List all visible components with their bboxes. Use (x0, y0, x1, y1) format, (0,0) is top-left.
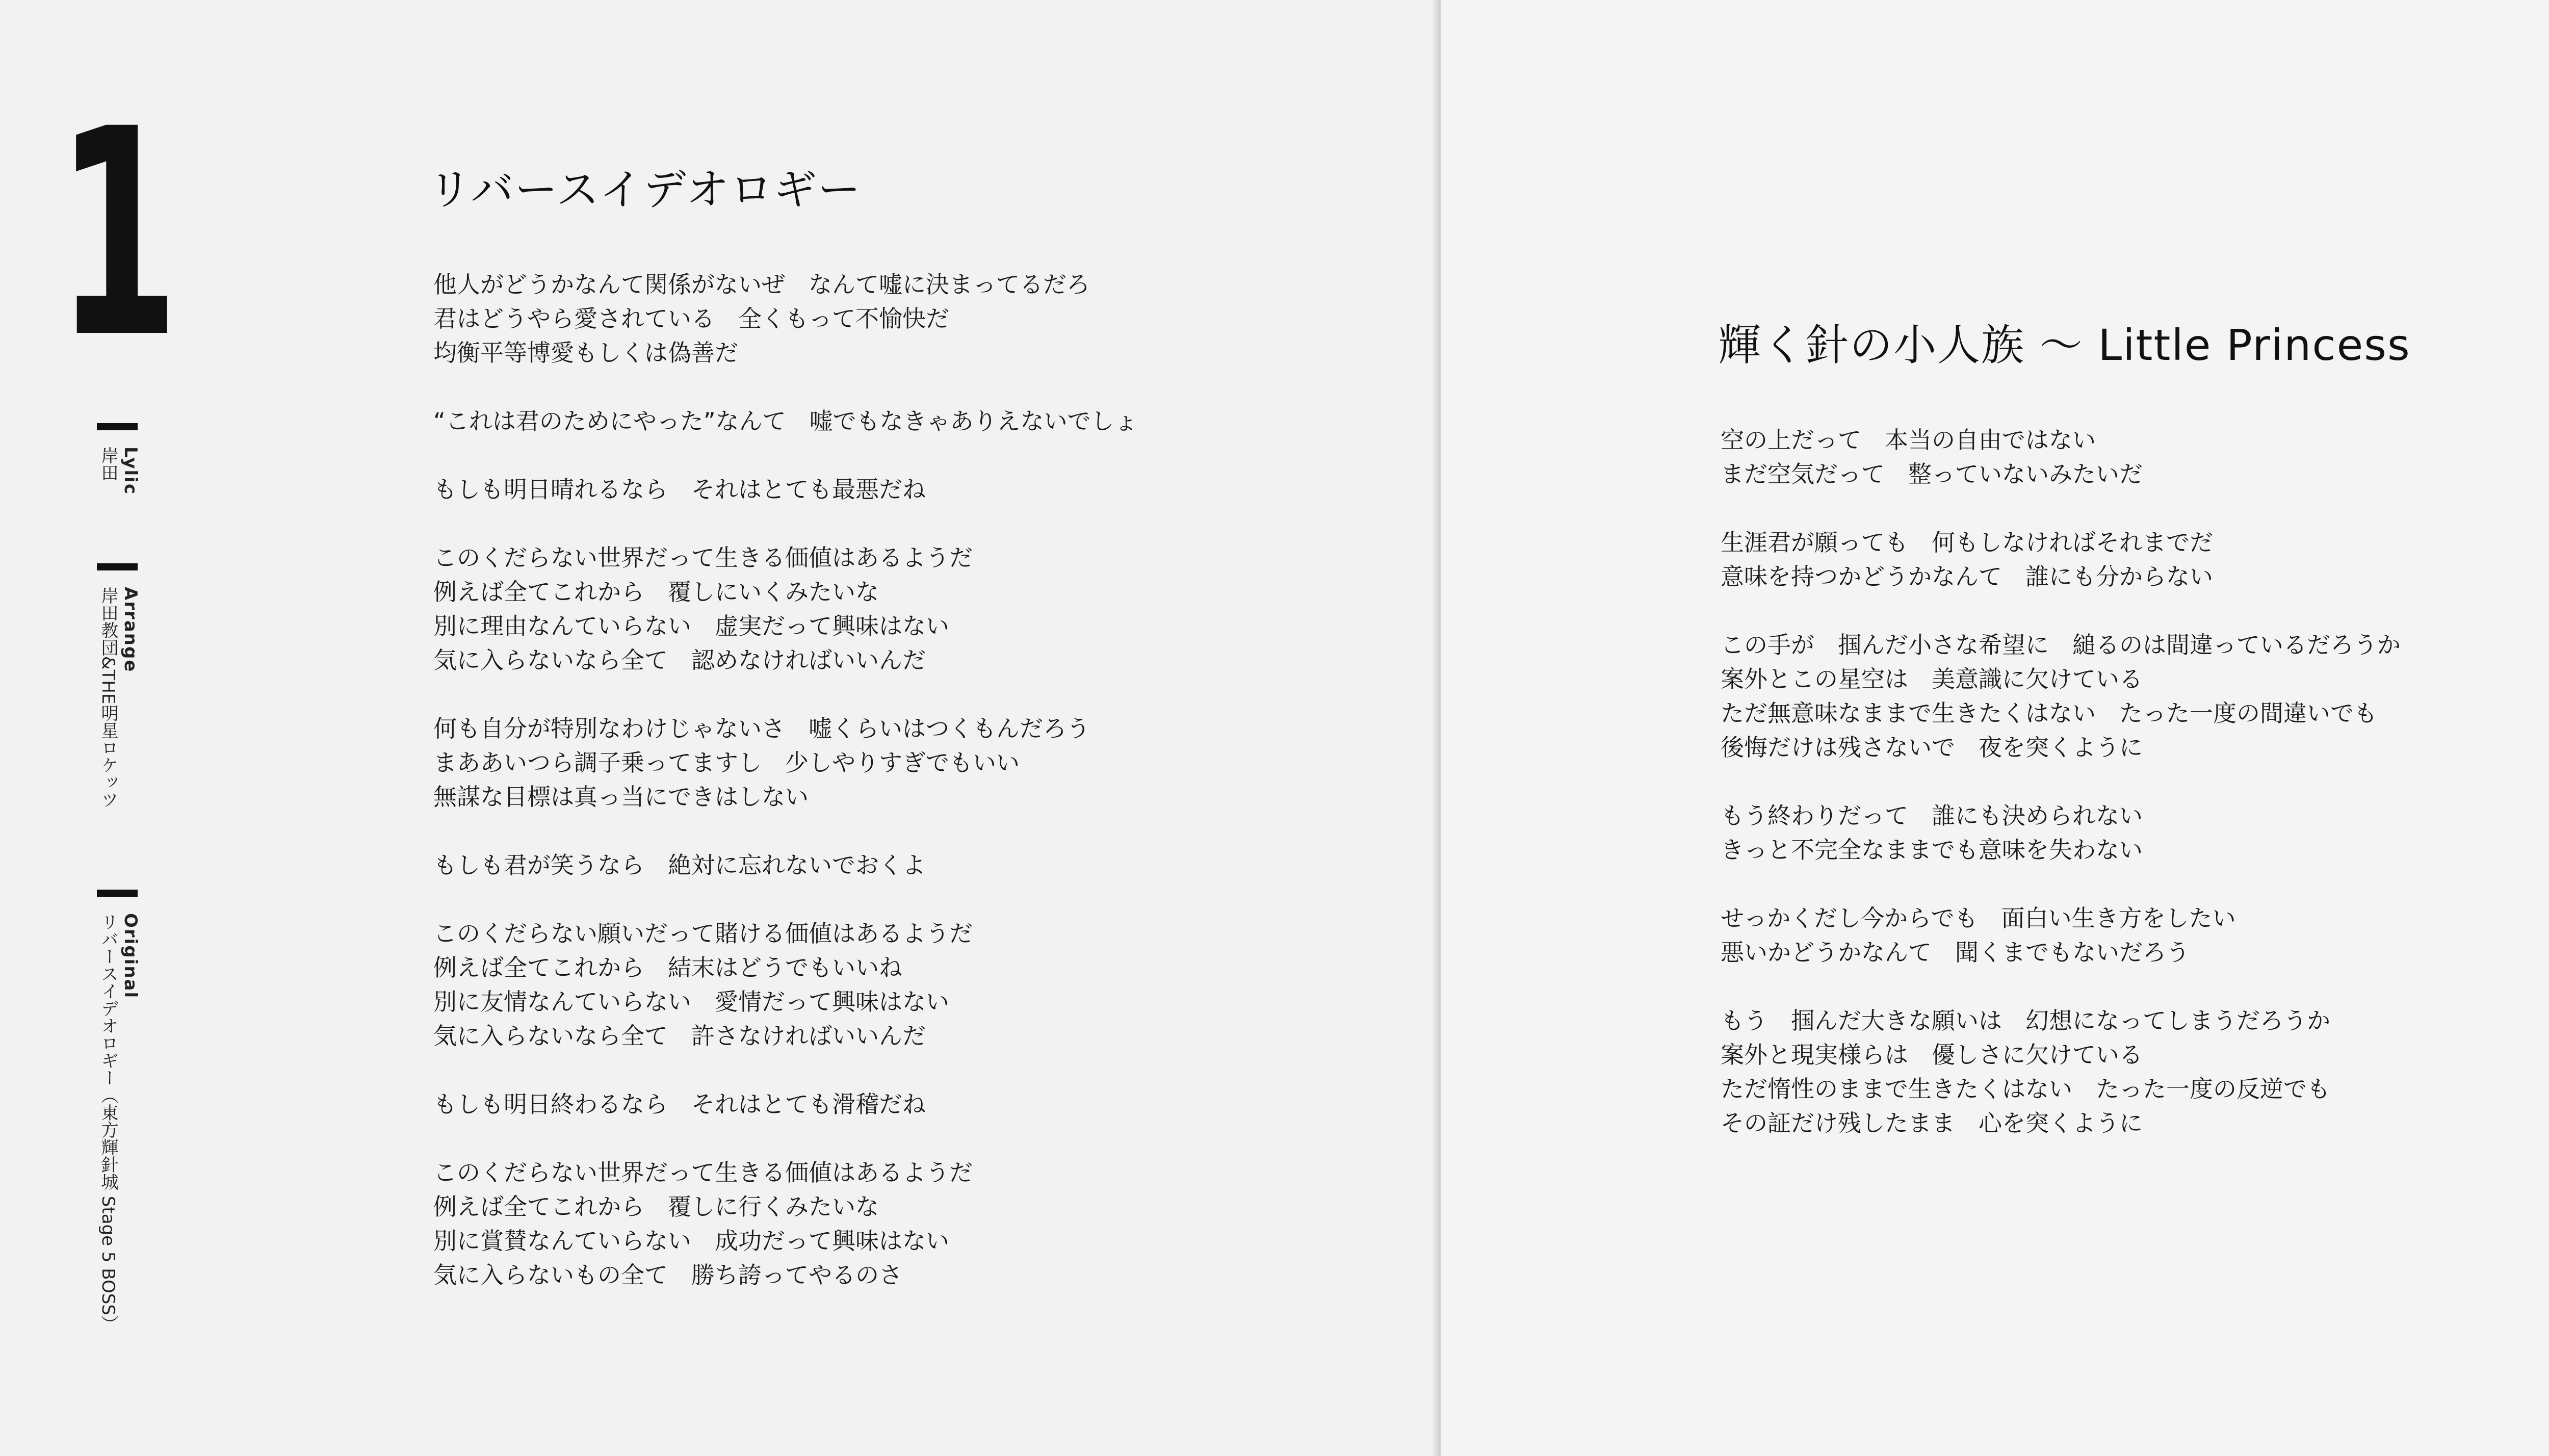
lyric-stanza (1721, 901, 2401, 970)
lyric-line: もう 掴んだ大きな願いは 幻想になってしまうだろうか (1721, 1007, 2330, 1034)
credit-value: 岸田教団&THE明星ロケッツ (98, 587, 118, 809)
lyric-line: 別に賞賛なんていらない 成功だって興味はない (433, 1227, 949, 1255)
lyric-line: 気に入らないなら全て 許さなければいいんだ (433, 1022, 926, 1050)
lyric-line: 生涯君が願っても 何もしなければそれまでだ (1721, 529, 2213, 556)
lyric-line: もう終わりだって 誰にも決められない (1721, 802, 2143, 829)
lyric-line: 気に入らないなら全て 認めなければいいんだ (433, 646, 926, 674)
lyric-stanza (433, 712, 1138, 814)
credit-value: リバースイデオロギー（東方輝針城 Stage 5 BOSS） (98, 913, 118, 1333)
lyric-line: このくだらない世界だって生きる価値はあるようだ (433, 1159, 973, 1186)
lyric-stanza (1721, 423, 2401, 491)
lyric-line: 別に理由なんていらない 虚実だって興味はない (433, 612, 949, 640)
lyric-line: 君はどうやら愛されている 全くもって不愉快だ (433, 305, 949, 332)
lyric-line: 例えば全てこれから 結末はどうでもいいね (433, 954, 902, 981)
lyric-line: もしも君が笑うなら 絶対に忘れないでおくよ (433, 851, 926, 879)
lyric-stanza (433, 1087, 1138, 1122)
lyric-stanza (433, 917, 1138, 1053)
credit-bar (97, 890, 138, 897)
lyric-line: 他人がどうかなんて関係がないぜ なんて嘘に決まってるだろ (433, 271, 1090, 298)
lyric-line: “これは君のためにやった”なんて 嘘でもなきゃありえないでしょ (433, 407, 1138, 435)
lyric-line: ただ惰性のままで生きたくはない たった一度の反逆でも (1721, 1075, 2330, 1103)
lyric-line: 均衡平等博愛もしくは偽善だ (433, 339, 738, 367)
lyric-line: まああいつら調子乗ってますし 少しやりすぎでもいい (433, 749, 1020, 776)
credit-label: Lylic (120, 447, 141, 495)
lyric-line: 空の上だって 本当の自由ではない (1721, 426, 2096, 454)
lyric-stanza (1721, 526, 2401, 594)
lyric-line: せっかくだし今からでも 面白い生き方をしたい (1721, 904, 2236, 932)
lyric-stanza (433, 404, 1138, 438)
lyric-stanza (433, 473, 1138, 507)
credit-bar (97, 563, 138, 570)
lyric-stanza (1721, 628, 2401, 765)
credit-label: Arrange (120, 587, 141, 673)
lyric-line: ただ無意味なままで生きたくはない たった一度の間違いでも (1721, 699, 2377, 727)
right-page (1441, 0, 2549, 1456)
lyric-line: まだ空気だって 整っていないみたいだ (1721, 460, 2143, 488)
lyric-stanza (433, 848, 1138, 882)
credit-lyric (97, 423, 153, 495)
lyric-line: 意味を持つかどうかなんて 誰にも分からない (1721, 563, 2213, 590)
lyric-stanza (1721, 1004, 2401, 1140)
credit-bar (97, 423, 138, 430)
lyric-line: もしも明日終わるなら それはとても滑稽だね (433, 1090, 926, 1118)
lyric-line: 気に入らないもの全て 勝ち誇ってやるのさ (433, 1261, 902, 1289)
lyric-line: 悪いかどうかなんて 聞くまでもないだろう (1721, 939, 2190, 966)
lyric-line: 例えば全てこれから 覆しにいくみたいな (433, 578, 879, 606)
lyric-stanza (1721, 799, 2401, 867)
credit-arrange (97, 563, 153, 808)
lyric-stanza (433, 541, 1138, 678)
credit-value: 岸田 (98, 447, 118, 481)
song-title: 輝く針の小人族 〜 Little Princess (1718, 320, 2411, 370)
lyrics (433, 268, 1138, 1327)
lyric-line: 案外と現実様らは 優しさに欠けている (1721, 1041, 2143, 1069)
credit-original (97, 890, 153, 1333)
lyric-line: 何も自分が特別なわけじゃないさ 嘘くらいはつくもんだろう (433, 715, 1090, 742)
lyric-line: 案外とこの星空は 美意識に欠けている (1721, 665, 2143, 693)
lyric-line: 別に友情なんていらない 愛情だって興味はない (433, 988, 949, 1016)
credit-label: Original (120, 913, 141, 999)
lyric-line: もしも明日晴れるなら それはとても最悪だね (433, 476, 926, 503)
lyric-line: 無謀な目標は真っ当にできはしない (433, 783, 809, 811)
lyric-line: 例えば全てこれから 覆しに行くみたいな (433, 1193, 879, 1220)
track-number: 1 (56, 68, 176, 401)
lyric-stanza (433, 1156, 1138, 1292)
lyric-stanza (433, 268, 1138, 370)
lyrics (1721, 423, 2401, 1175)
song-title: リバースイデオロギー (428, 165, 862, 215)
lyric-line: このくだらない世界だって生きる価値はあるようだ (433, 544, 973, 571)
lyric-line: その証だけ残したまま 心を突くように (1721, 1109, 2143, 1137)
lyric-line: このくだらない願いだって賭ける価値はあるようだ (433, 920, 973, 947)
lyric-line: 後悔だけは残さないで 夜を突くように (1721, 734, 2143, 761)
lyric-line: この手が 掴んだ小さな希望に 縋るのは間違っているだろうか (1721, 631, 2401, 659)
lyric-line: きっと不完全なままでも意味を失わない (1721, 836, 2143, 864)
